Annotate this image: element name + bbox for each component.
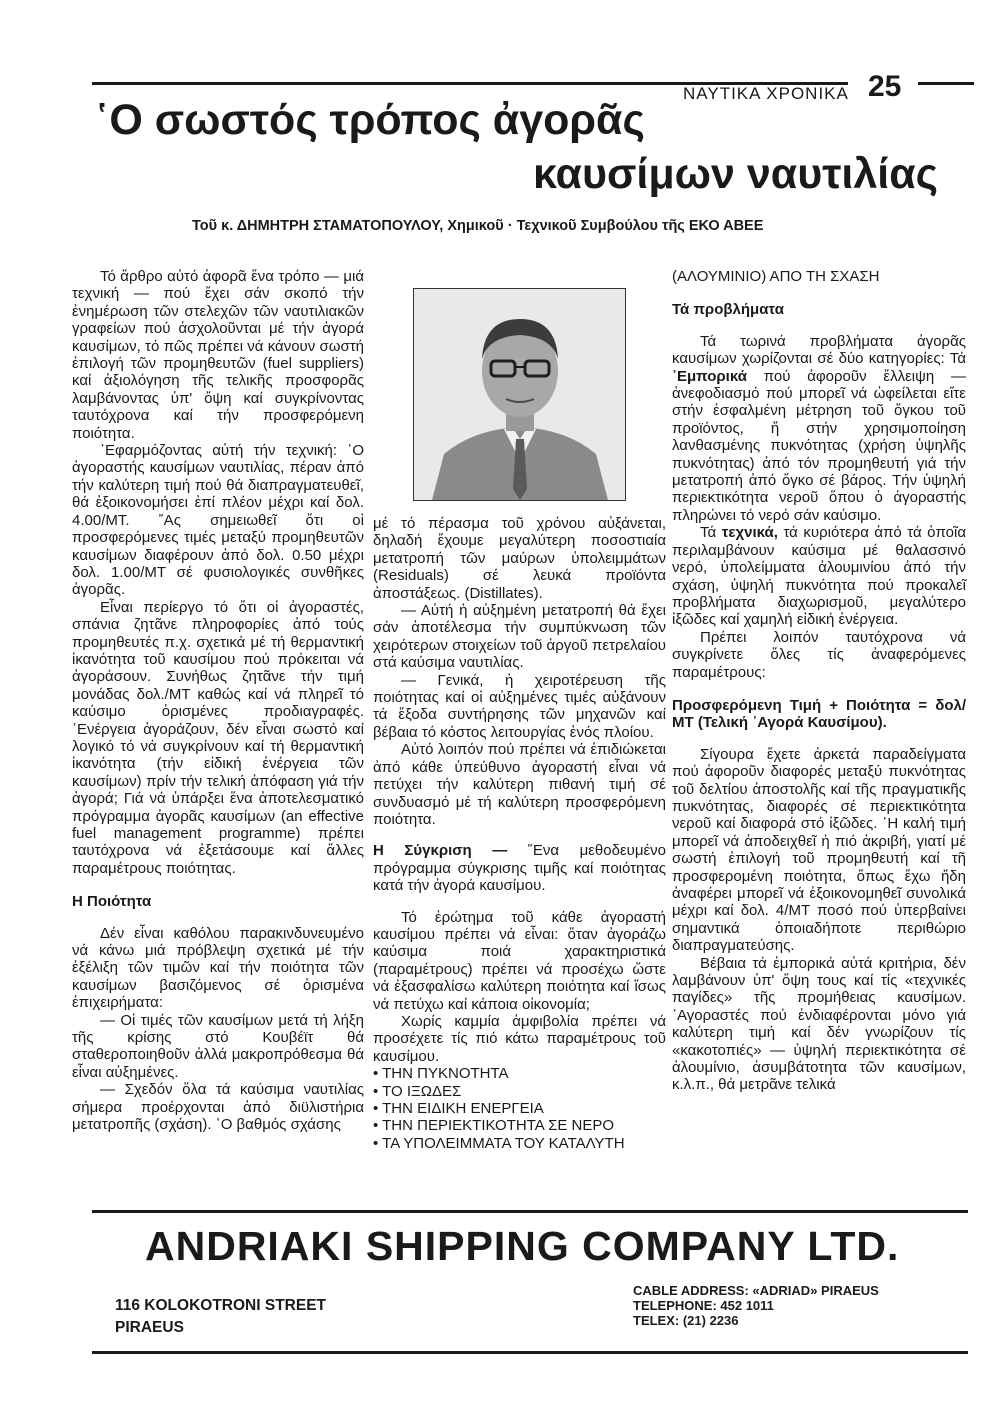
- page-number: 25: [868, 70, 902, 103]
- comparison-lead: Η Σύγκριση —: [373, 842, 508, 860]
- emphasis-commercial: ᾿Εμπορικά: [672, 367, 747, 385]
- advert-rule-bottom: [92, 1351, 968, 1354]
- article-column-2: [373, 515, 666, 1152]
- advert-company-name: ANDRIAKI SHIPPING COMPANY LTD.: [145, 1223, 900, 1269]
- paragraph: Πρέπει λοιπόν ταυτόχρονα νά συγκρίνετε ὅλες τίς ἀναφερόμενες παραμέτρους:: [672, 628, 966, 681]
- publication-name: ΝΑΥΤΙΚΑ ΧΡΟΝΙΚΑ: [683, 84, 849, 103]
- article-title-line1: ῾Ο σωστός τρόπος ἀγορᾶς: [95, 96, 645, 144]
- paragraph: Χωρίς καμμία ἀμφιβολία πρέπει νά προσέχετε τίς πιό κάτω παραμέτρους τοῦ καυσίμου.: [373, 1012, 666, 1065]
- paragraph: Τό ἐρώτημα τοῦ κάθε ἀγοραστή καυσίμου πρέπει νά εἶναι: ὅταν ἀγοράζω καύσιμα ποιά χαρακτηριστικά (παραμέτρους) πρέπει νά προσέχω ὥστε νά ἐξασφαλίσω καλύτερη ποιότητα καί ἴσως νά πετύχω καί κάποια οἰκονομία;: [373, 908, 666, 1013]
- bullet-item: • ΤΟ ΙΞΩΔΕΣ: [373, 1082, 462, 1100]
- advert-cable-address: CABLE ADDRESS: «ADRIAD» PIRAEUS: [633, 1283, 879, 1298]
- paragraph: — Αὐτή ἡ αὐξημένη μετατροπή θά ἔχει σάν ἀποτέλεσμα τήν συμπύκνωση τῶν χειρότερων στοιχείων τοῦ ἀργοῦ πετρελαίου στά καύσιμα ναυτιλίας.: [373, 602, 666, 672]
- advert-address-city: PIRAEUS: [115, 1319, 184, 1336]
- advert-rule-top: [92, 1210, 968, 1213]
- advert-address-street: 116 KOLOKOTRONI STREET: [115, 1297, 327, 1314]
- section-heading-formula: Προσφερόμενη Τιμή + Ποιότητα = δολ/ΜΤ (Τελική ᾿Αγορά Καυσίμου).: [672, 696, 966, 732]
- paragraph-comparison: [373, 842, 666, 894]
- bullet-item: • ΤΗΝ ΠΕΡΙΕΚΤΙΚΟΤΗΤΑ ΣΕ ΝΕΡΟ: [373, 1117, 615, 1135]
- paragraph: Σίγουρα ἔχετε ἀρκετά παραδείγματα πού ἀφοροῦν διαφορές μεταξύ πυκνότητας τοῦ δελτίου ἀποστολῆς καί τῆς πραγματικῆς πυκνότητας, διαφορές σέ περιεκτικότητα νεροῦ καί διαφορά στό ἰξῶδες. ῾Η καλή τιμή μπορεῖ νά ἀποδειχθεῖ ἡ πιό ἀκριβή, γιατί μέ σωστή ἐπιλογή τοῦ προμηθευτή καί τῆ προσφερομένη ποιότητα, ὅπως ἔχω ἤδη ἀναφέρει μπορεῖ νά ἐξοικονομηθεῖ συνολικά μέχρι καί δολ. 4/ΜΤ ποσό πού ὑπερβαίνει σημαντικά ὁποιαδήποτε περιθώριο διαπραγματεύσης.: [672, 745, 966, 955]
- paragraph: — Οἱ τιμές τῶν καυσίμων μετά τή λήξη τῆς κρίσης στό Κουβέϊτ θά σταθεροποιηθοῦν ἀλλά μακροπρόθεσμα θά εἶναι αὐξημένες.: [72, 1011, 364, 1081]
- paragraph: — Γενικά, ἡ χειροτέρευση τῆς ποιότητας καί οἱ αὐξημένες τιμές αὐξάνουν τά ἔξοδα συντήρησης τῶν μηχανῶν καί βέβαια τό κόστος λειτουργίας ἑνός πλοίου.: [373, 671, 666, 741]
- author-portrait-image: [414, 289, 625, 500]
- advert-address: [115, 1295, 326, 1339]
- emphasis-technical: τεχνικά,: [721, 524, 778, 542]
- text-run: πού ἀφοροῦν ἔλλειψη — ἀνεφοδιασμό πού μπορεῖ νά ὠφείλεται εἴτε στήν ἐσφαλμένη μέτρηση τοῦ ὄγκου τοῦ προϊόντος, ἤ στήν χρησιμοποίηση λανθασμένης πυκνότητας (χρήση ὑψηλῆς πυκνότητας) ἀπό τόν προμηθευτή γιά τήν μετατροπή ἀπό ὄγκο σέ βάρος. Τήν ὑψηλή περιεκτικότητα νεροῦ ὅπου ὁ ἀγοραστής πληρώνει τό νερό σάν καύσιμο.: [672, 367, 966, 524]
- text-run: τά κυριότερα ἀπό τά ὁποῖα περιλαμβάνουν καύσιμα μέ θαλασσινό νερό, ὑπολείμματα ἀλουμινίου ἀπό τήν σχάση, ὑψηλή πυκνότητα πού προκαλεῖ προβλήματα διαχωρισμοῦ, μεγαλύτερο ἰξῶδες καί χαμηλή εἰδική ἐνέργεια.: [672, 524, 967, 629]
- comparison-text: ῞Ενα μεθοδευμένο πρόγραμμα σύγκρισης τιμῆς καί ποιότητας κατά τήν ἀγορά καυσίμου.: [373, 842, 667, 895]
- section-heading-quality: Η Ποιότητα: [72, 893, 152, 911]
- section-heading-problems: Τά προβλήματα: [672, 301, 784, 319]
- paragraph: Εἶναι περίεργο τό ὅτι οἱ ἀγοραστές, σπάνια ζητᾶνε πληροφορίες ἀπό τούς προμηθευτές π.χ. σχετικά μέ τή θερμαντική ἱκανότητα τοῦ καυσίμου πού πρόκειται νά ἀγοράσουν. Συνήθως ζητᾶνε τήν τιμή μονάδας δολ./ΜΤ καθώς καί νά πληρεῖ τό καύσιμο ὁρισμένες προδιαγραφές. ᾿Ενέργεια ἀγοράζουν, δέν εἶναι σωστό καί λογικό τό νά συγκρίνουν καί τή θερμαντική ἱκανότητα (τήν εἰδική ἐνέργεια τῶν καυσίμων) πρίν τήν τελική ἀπόφαση γιά τήν ἀγορά; Γιά νά ὑπάρξει ἕνα ἀποτελεσματικό πρόγραμμα ἀγορᾶς καυσίμων (an effective fuel management programme) πρέπει ταυτόχρονα νά ἐξετάσουμε καί ἄλλες παραμέτρους ποιότητας.: [72, 598, 364, 877]
- paragraph: Βέβαια τά ἐμπορικά αὐτά κριτήρια, δέν λαμβάνουν ὑπ' ὄψη τους καί τίς «τεχνικές παγίδες» τῆς προμήθειας καυσίμων. ᾿Αγοραστές πού ἐνδιαφέρονται μόνο γιά καλύτερη τιμή καί δέν γνωρίζουν τίς «κακοτοπιές» — ὑψηλή περιεκτικότητα σέ ἀλουμίνιο, ἀσυμβάτοτητα τῶν καυσίμων, κ.λ.π., θά μετρᾶνε τελικά: [672, 954, 966, 1094]
- paragraph: Αὐτό λοιπόν πού πρέπει νά ἐπιδιώκεται ἀπό κάθε ὑπεύθυνο ἀγοραστή εἶναι νά πετύχει τήν καλύτερη πιθανή τιμή σέ συνδυασμό μέ τή καλύτερη προσφερόμενη ποιότητα.: [373, 741, 666, 828]
- header-rule-right: [918, 82, 974, 85]
- paragraph: Τό ἄρθρο αὐτό ἀφορᾶ ἕνα τρόπο — μιά τεχνική — πού ἔχει σάν σκοπό τήν ἐνημέρωση τῶν στελεχῶν τῶν ναυτιλιακῶν γραφείων πού ἀσχολοῦνται μέ τήν ἀγορά καυσίμων, τό πῶς πρέπει νά κάνουν σωστή ἐπιλογή τῶν προμηθευτῶν (fuel suppliers) καί ἀξιολόγηση τῆς τελικῆς προσφορᾶς λαμβάνοντας ὑπ' ὄψη καί συγκρίνοντας ταυτόχρονα καί τήν προσφερόμενη ποιότητα.: [72, 268, 364, 442]
- paragraph: ᾿Εφαρμόζοντας αὐτή τήν τεχνική: ῾Ο ἀγοραστής καυσίμων ναυτιλίας, πέραν ἀπό τήν καλύτερη τιμή πού θά διαπραγματευθεῖ, θά ἐξοικονομήσει ἐπί πλέον μέχρι καί δολ. 4.00/ΜΤ. ῎Ας σημειωθεῖ ὅτι οἱ προσφερόμενες τιμές μεταξύ προμηθευτῶν καυσίμων διαφέρουν ἀπό δολ. 0.50 μέχρι δολ. 1.00/ΜΤ σέ φυσιολογικές συνθῆκες ἀγορᾶς.: [72, 442, 364, 599]
- text-run: Τά τωρινά προβλήματα ἀγορᾶς καυσίμων χωρίζονται σέ δύο κατηγορίες: Τά: [672, 332, 966, 368]
- paragraph: — Σχεδόν ὅλα τά καύσιμα ναυτιλίας σήμερα προέρχονται ἀπό διϋλιστήρια μετατροπῆς (σχάση). ῾Ο βαθμός σχάσης: [72, 1081, 364, 1134]
- advert-contact: [633, 1283, 879, 1328]
- bullet-item: • ΤΑ ΥΠΟΛΕΙΜΜΑΤΑ ΤΟΥ ΚΑΤΑΛΥΤΗ: [373, 1134, 625, 1152]
- bullet-item: • ΤΗΝ ΠΥΚΝΟΤΗΤΑ: [373, 1065, 509, 1083]
- article-column-1: [72, 268, 364, 1134]
- paragraph: μέ τό πέρασμα τοῦ χρόνου αὐξάνεται, δηλαδή ἔχουμε μεγαλύτερη ποσοστιαία μετατροπή τῶν μαύρων ὑπολειμμάτων (Residuals) σέ λευκά προϊόντα ἀποστάξεως. (Distillates).: [373, 515, 666, 602]
- paragraph-commercial: [672, 333, 966, 524]
- article-title-line2: καυσίμων ναυτιλίας: [533, 150, 939, 198]
- paragraph: Δέν εἶναι καθόλου παρακινδυνευμένο νά κάνω μιά πρόβλεψη σχετικά μέ τήν ἐξέλιξη τῶν τιμῶν καί τήν ποιότητα τῶν καυσίμων βασιζόμενος σέ ὁρισμένα ἐπιχειρήματα:: [72, 924, 364, 1012]
- paragraph-technical: [672, 524, 966, 628]
- advert-telephone: TELEPHONE: 452 1011: [633, 1298, 774, 1313]
- article-byline: Τοῦ κ. ΔΗΜΗΤΡΗ ΣΤΑΜΑΤΟΠΟΥΛΟΥ, Χημικοῦ · Τεχνικοῦ Συμβούλου τῆς ΕΚΟ ΑΒΕΕ: [192, 218, 764, 234]
- paragraph: (ΑΛΟΥΜΙΝΙΟ) ΑΠΟ ΤΗ ΣΧΑΣΗ: [672, 268, 880, 285]
- bullet-item: • ΤΗΝ ΕΙΔΙΚΗ ΕΝΕΡΓΕΙΑ: [373, 1100, 544, 1117]
- article-column-3: [672, 268, 966, 1094]
- author-portrait-photo: [413, 288, 626, 501]
- text-run: Τά: [700, 524, 717, 542]
- advert-telex: TELEX: (21) 2236: [633, 1313, 739, 1328]
